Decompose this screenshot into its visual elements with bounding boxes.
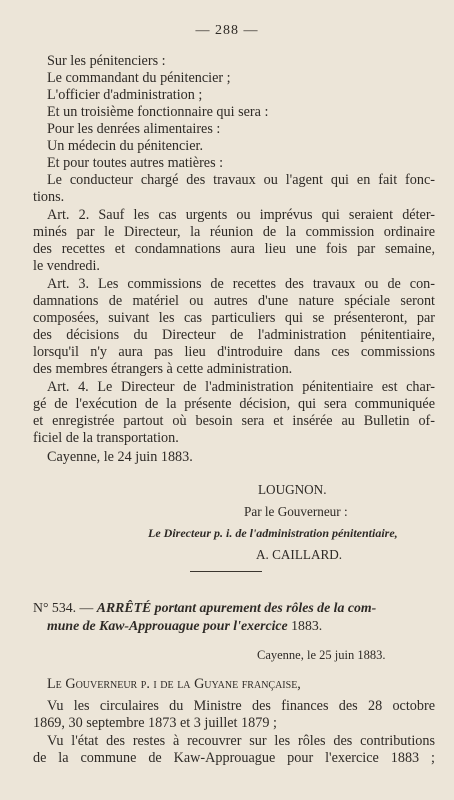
article-3-line: Art. 3. Les commissions de recettes des travaux ou de con-: [47, 276, 435, 292]
signatory-name: LOUGNON.: [258, 482, 327, 497]
decree-heading: [33, 599, 376, 616]
text-line: Un médecin du pénitencier.: [47, 138, 204, 154]
text-line: Vu les circulaires du Ministre des finances des 28 octobre: [47, 698, 435, 714]
governor-line: Le Gouverneur p. i de la Guyane française,: [47, 676, 301, 692]
decree-title-cont: mune de Kaw-Approuague pour l'exercice: [47, 618, 292, 633]
article-2-line: le vendredi.: [33, 258, 100, 274]
text-line: de la commune de Kaw-Approuague pour l'exercice 1883 ;: [33, 750, 435, 766]
article-3-line: des décisions du Directeur de l'administration pénitentiaire,: [33, 327, 435, 343]
article-4-line: et enregistrée partout où besoin sera et insérée au Bulletin of-: [33, 413, 435, 429]
decree-title: ARRÊTÉ portant apurement des rôles de la com-: [96, 600, 377, 615]
article-3-line: damnations de matériel ou autres d'une nature spéciale seront: [33, 293, 435, 309]
article-2-line: Art. 2. Sauf les cas urgents ou imprévus qui seraient déter-: [47, 207, 435, 223]
text-line: Sur les pénitenciers :: [47, 53, 166, 69]
decree-heading-cont: [47, 617, 322, 634]
text-line: Le conducteur chargé des travaux ou l'agent qui en fait fonc-: [47, 172, 435, 188]
article-3-line: lorsqu'il n'y aura pas lieu d'introduire dans ces commissions: [33, 344, 435, 360]
decree-number: N° 534. —: [33, 600, 97, 615]
text-line: Le commandant du pénitencier ;: [47, 70, 231, 86]
article-2-line: des recettes et condamnations aura lieu une fois par semaine,: [33, 241, 435, 257]
director-name: A. CAILLARD.: [256, 547, 343, 562]
text-line: Et pour toutes autres matières :: [47, 155, 224, 171]
article-4-line: gé de l'exécution de la présente décision, qui sera communiquée: [33, 396, 435, 412]
article-3-line: composées, suivant les cas particuliers qui se présenteront, par: [33, 310, 435, 326]
text-line: 1869, 30 septembre 1873 et 3 juillet 1879 ;: [33, 715, 277, 731]
signature-role: Le Directeur p. i. de l'administration pénitentiaire,: [148, 526, 398, 540]
text-line: tions.: [33, 189, 65, 205]
date-line: Cayenne, le 24 juin 1883.: [47, 449, 193, 465]
text-line: Vu l'état des restes à recouvrer sur les rôles des contributions: [47, 733, 435, 749]
page-number: — 288 —: [195, 23, 259, 38]
decree-year: 1883.: [291, 618, 323, 633]
article-4-line: ficiel de la transportation.: [33, 430, 179, 446]
section-divider: [190, 571, 262, 572]
article-3-line: des membres étrangers à cette administration.: [33, 361, 293, 377]
article-2-line: minés par le Directeur, la réunion de la commission ordinaire: [33, 224, 435, 240]
text-line: Pour les denrées alimentaires :: [47, 121, 221, 137]
signature-by: Par le Gouverneur :: [244, 504, 348, 519]
text-line: Et un troisième fonctionnaire qui sera :: [47, 104, 269, 120]
date-line: Cayenne, le 25 juin 1883.: [257, 648, 386, 662]
text-line: L'officier d'administration ;: [47, 87, 203, 103]
article-4-line: Art. 4. Le Directeur de l'administration pénitentiaire est char-: [47, 379, 435, 395]
